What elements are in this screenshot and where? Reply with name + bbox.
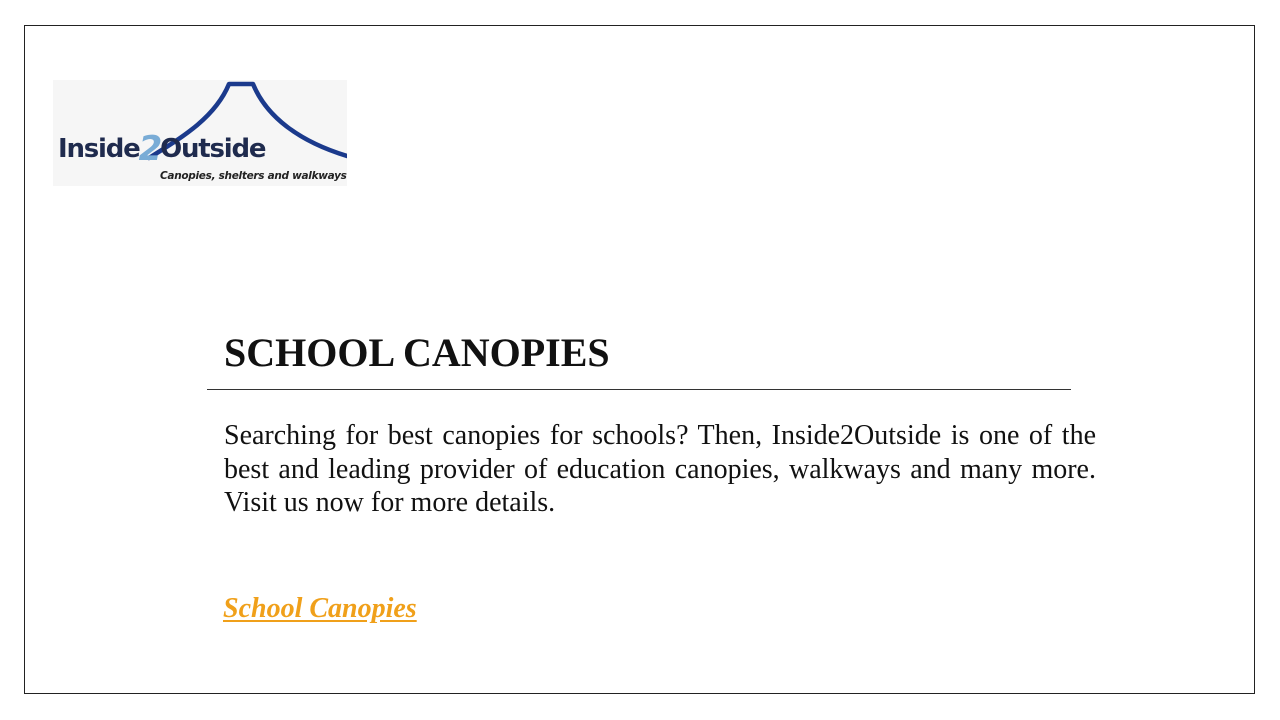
logo-word-outside: Outside bbox=[160, 134, 266, 164]
logo-word-two: 2 bbox=[138, 129, 162, 169]
logo-tagline: Canopies, shelters and walkways bbox=[160, 170, 347, 182]
logo-word-inside: Inside bbox=[58, 134, 140, 164]
slide-body-text: Searching for best canopies for schools? Then, Inside2Outside is one of the best and leading provider of education canopies, walkways and many more. Visit us now for more details. bbox=[224, 420, 1096, 518]
company-logo bbox=[53, 80, 347, 186]
school-canopies-link[interactable]: School Canopies bbox=[223, 593, 417, 624]
title-divider bbox=[207, 389, 1071, 390]
logo-wordmark bbox=[58, 129, 266, 169]
slide-title: SCHOOL CANOPIES bbox=[224, 330, 610, 375]
